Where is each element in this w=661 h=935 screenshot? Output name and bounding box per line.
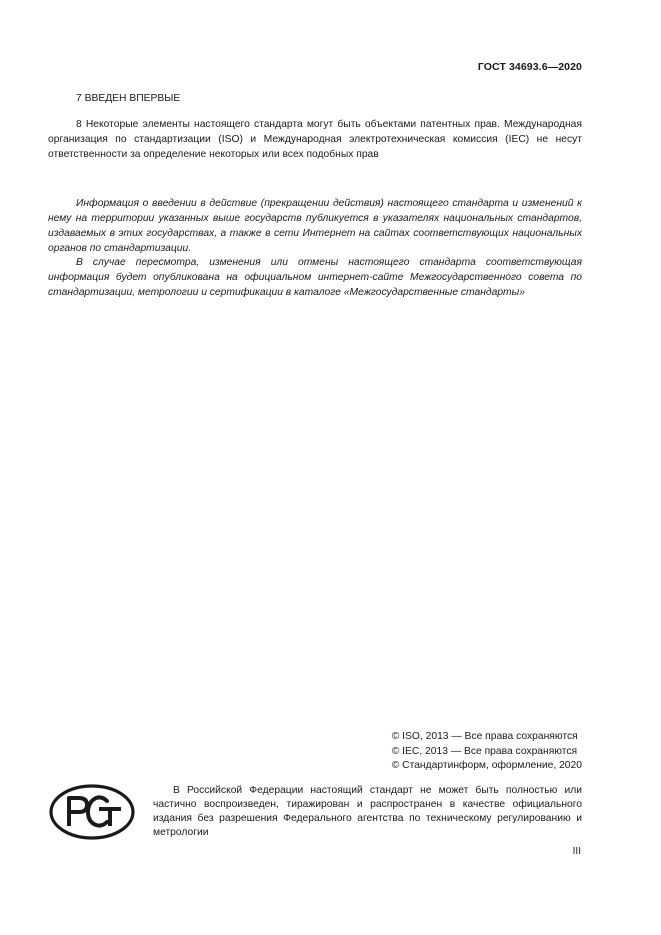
info-paragraph-enactment: Информация о введении в действие (прекращении действия) настоящего стандарта и изменений к нему на территории указанных выше государств публикуется в указателях национальных стандартов, издаваемых в этих государствах, а также в сети Интернет на сайтах соответствующих национальных органов по стандартизации. xyxy=(48,198,582,254)
info-paragraph-revision: В случае пересмотра, изменения или отмены настоящего стандарта соответствующая информация будет опубликована на официальном интернет-сайте Межгосударственного совета по стандартизации, метрологии и сертификации в каталоге «Межгосударственные стандарты» xyxy=(48,257,582,298)
paragraph-7: 7 ВВЕДЕН ВПЕРВЫЕ xyxy=(76,93,181,104)
page-number: III xyxy=(572,846,581,857)
copyright-standartinform: © Стандартинформ, оформление, 2020 xyxy=(391,760,582,771)
standard-id-header: ГОСТ 34693.6—2020 xyxy=(477,61,582,73)
reproduction-notice: В Российской Федерации настоящий стандарт не может быть полностью или частично воспроизведен, тиражирован и распространен в качестве официального издания без разрешения Федерального агентства по техническому регулированию и метрологии xyxy=(153,785,582,838)
copyright-block xyxy=(392,730,582,774)
copyright-iso: © ISO, 2013 — Все права сохраняются xyxy=(391,731,578,742)
rst-logo-icon xyxy=(49,784,135,840)
paragraph-8: 8 Некоторые элементы настоящего стандарта могут быть объектами патентных прав. Международная организация по стандартизации (ISO) и Международная электротехническая комиссия (IEC) не несут ответственности за определение некоторых или всех подобных прав xyxy=(48,119,582,160)
copyright-iec: © IEC, 2013 — Все права сохраняются xyxy=(391,745,578,757)
